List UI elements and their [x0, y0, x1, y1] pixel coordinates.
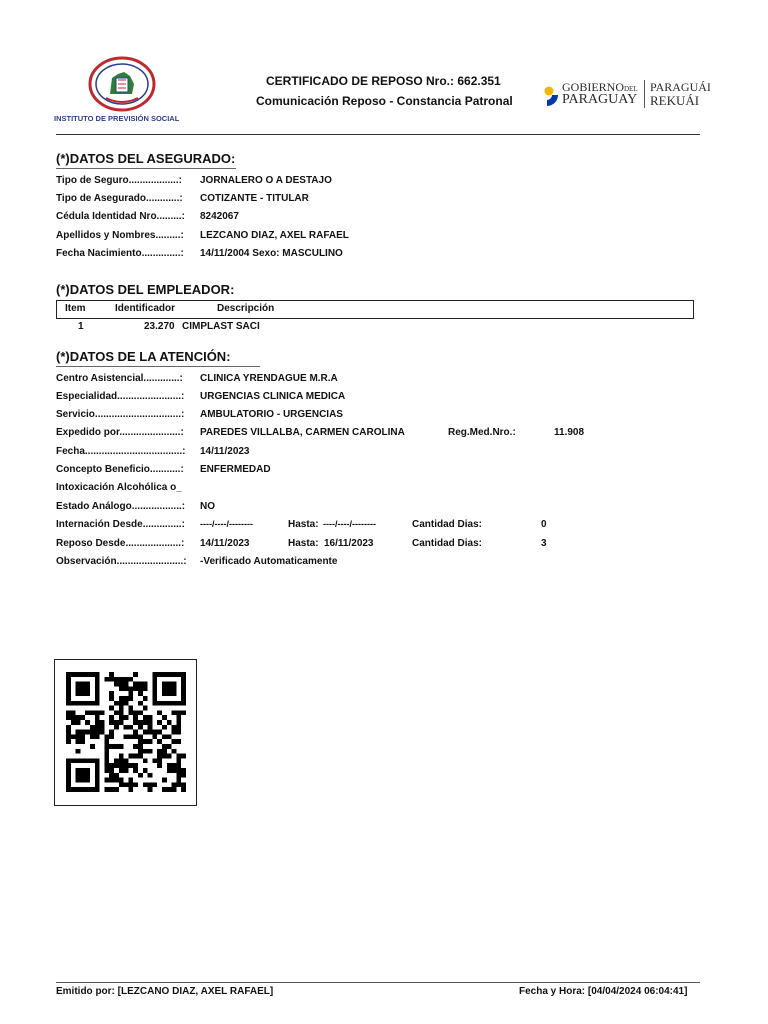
qr-code-frame: [54, 659, 197, 806]
paraguay-text: PARAGUAY: [562, 92, 638, 107]
value-concepto: ENFERMEDAD: [200, 464, 271, 475]
label-concepto: Concepto Beneficio...........:: [56, 464, 184, 475]
label-fecha-nacimiento: Fecha Nacimiento..............:: [56, 248, 184, 259]
label-servicio: Servicio...............................:: [56, 409, 185, 420]
footer-divider: [56, 982, 700, 983]
gobierno-emblem-icon: [534, 78, 560, 108]
value-centro: CLINICA YRENDAGUE M.R.A: [200, 373, 338, 384]
label-especialidad: Especialidad.......................:: [56, 391, 185, 402]
section-empleador-title: (*)DATOS DEL EMPLEADOR:: [56, 282, 235, 297]
value-estado-analogo: NO: [200, 501, 215, 512]
value-observacion: -Verificado Automaticamente: [200, 556, 338, 567]
paraguai-text: PARAGUÁI: [650, 80, 711, 94]
row-item: 1: [78, 321, 84, 332]
label-regmed: Reg.Med.Nro.:: [448, 427, 516, 438]
rekuai-text: REKUÁI: [650, 93, 700, 108]
table-row: [56, 321, 694, 335]
value-fecha-nacimiento: 14/11/2004 Sexo: MASCULINO: [200, 248, 343, 259]
value-apellidos-nombres: LEZCANO DIAZ, AXEL RAFAEL: [200, 230, 349, 241]
footer-emitido: Emitido por: [LEZCANO DIAZ, AXEL RAFAEL]: [56, 986, 274, 997]
label-internacion-hasta: Hasta:: [288, 519, 319, 530]
gobierno-text: GOBIERNO: [562, 80, 624, 94]
section-asegurado-title: (*)DATOS DEL ASEGURADO:: [56, 151, 236, 166]
section-underline: [56, 168, 236, 169]
value-tipo-seguro: JORNALERO O A DESTAJO: [200, 175, 332, 186]
value-internacion-desde: ----/----/--------: [200, 519, 253, 529]
certificate-subtitle: Comunicación Reposo - Constancia Patronal: [256, 94, 513, 108]
label-fecha: Fecha...................................:: [56, 446, 186, 457]
value-internacion-hasta: ----/----/--------: [323, 519, 376, 529]
value-internacion-dias: 0: [541, 519, 547, 530]
value-tipo-asegurado: COTIZANTE - TITULAR: [200, 193, 309, 204]
qr-code-icon: [66, 672, 186, 792]
value-expedido: PAREDES VILLALBA, CARMEN CAROLINA: [200, 427, 405, 438]
gobierno-logo: [534, 78, 711, 110]
ips-seal: [88, 56, 156, 112]
value-fecha: 14/11/2023: [200, 446, 250, 457]
label-reposo-hasta: Hasta:: [288, 538, 319, 549]
label-estado-analogo: Estado Análogo..................:: [56, 501, 186, 512]
empleador-table-header: [56, 300, 694, 319]
col-item: Item: [65, 303, 86, 314]
certificate-title: CERTIFICADO DE REPOSO Nro.: 662.351: [266, 74, 501, 88]
label-internacion-dias: Cantidad Dias:: [412, 519, 483, 530]
label-intoxicacion: Intoxicación Alcohólica o_: [56, 482, 182, 493]
label-internacion: Internación Desde..............:: [56, 519, 185, 530]
label-expedido: Expedido por......................:: [56, 427, 184, 438]
label-centro: Centro Asistencial.............:: [56, 373, 183, 384]
label-apellidos-nombres: Apellidos y Nombres.........:: [56, 230, 184, 241]
label-reposo-dias: Cantidad Dias:: [412, 538, 483, 549]
header-divider: [56, 134, 700, 135]
section-atencion-title: (*)DATOS DE LA ATENCIÓN:: [56, 349, 231, 364]
row-descripcion: CIMPLAST SACI: [182, 321, 260, 332]
section-underline: [56, 366, 260, 367]
value-reposo-desde: 14/11/2023: [200, 538, 250, 549]
institution-name: INSTITUTO DE PREVISIÓN SOCIAL: [54, 114, 180, 123]
label-tipo-asegurado: Tipo de Asegurado............:: [56, 193, 183, 204]
value-reposo-hasta: 16/11/2023: [324, 538, 374, 549]
value-cedula: 8242067: [200, 211, 239, 222]
footer-fecha-hora: Fecha y Hora: [04/04/2024 06:04:41]: [519, 986, 688, 997]
value-servicio: AMBULATORIO - URGENCIAS: [200, 409, 343, 420]
label-cedula: Cédula Identidad Nro.........:: [56, 211, 185, 222]
label-reposo: Reposo Desde....................:: [56, 538, 185, 549]
label-tipo-seguro: Tipo de Seguro..................:: [56, 175, 182, 186]
value-especialidad: URGENCIAS CLINICA MEDICA: [200, 391, 346, 402]
value-regmed: 11.908: [554, 427, 585, 438]
label-observacion: Observación........................:: [56, 556, 187, 567]
gobierno-del: DEL: [624, 85, 638, 93]
value-reposo-dias: 3: [541, 538, 547, 549]
col-identificador: Identificador: [115, 303, 176, 314]
col-descripcion: Descripción: [217, 303, 275, 314]
row-identificador: 23.270: [144, 321, 175, 332]
